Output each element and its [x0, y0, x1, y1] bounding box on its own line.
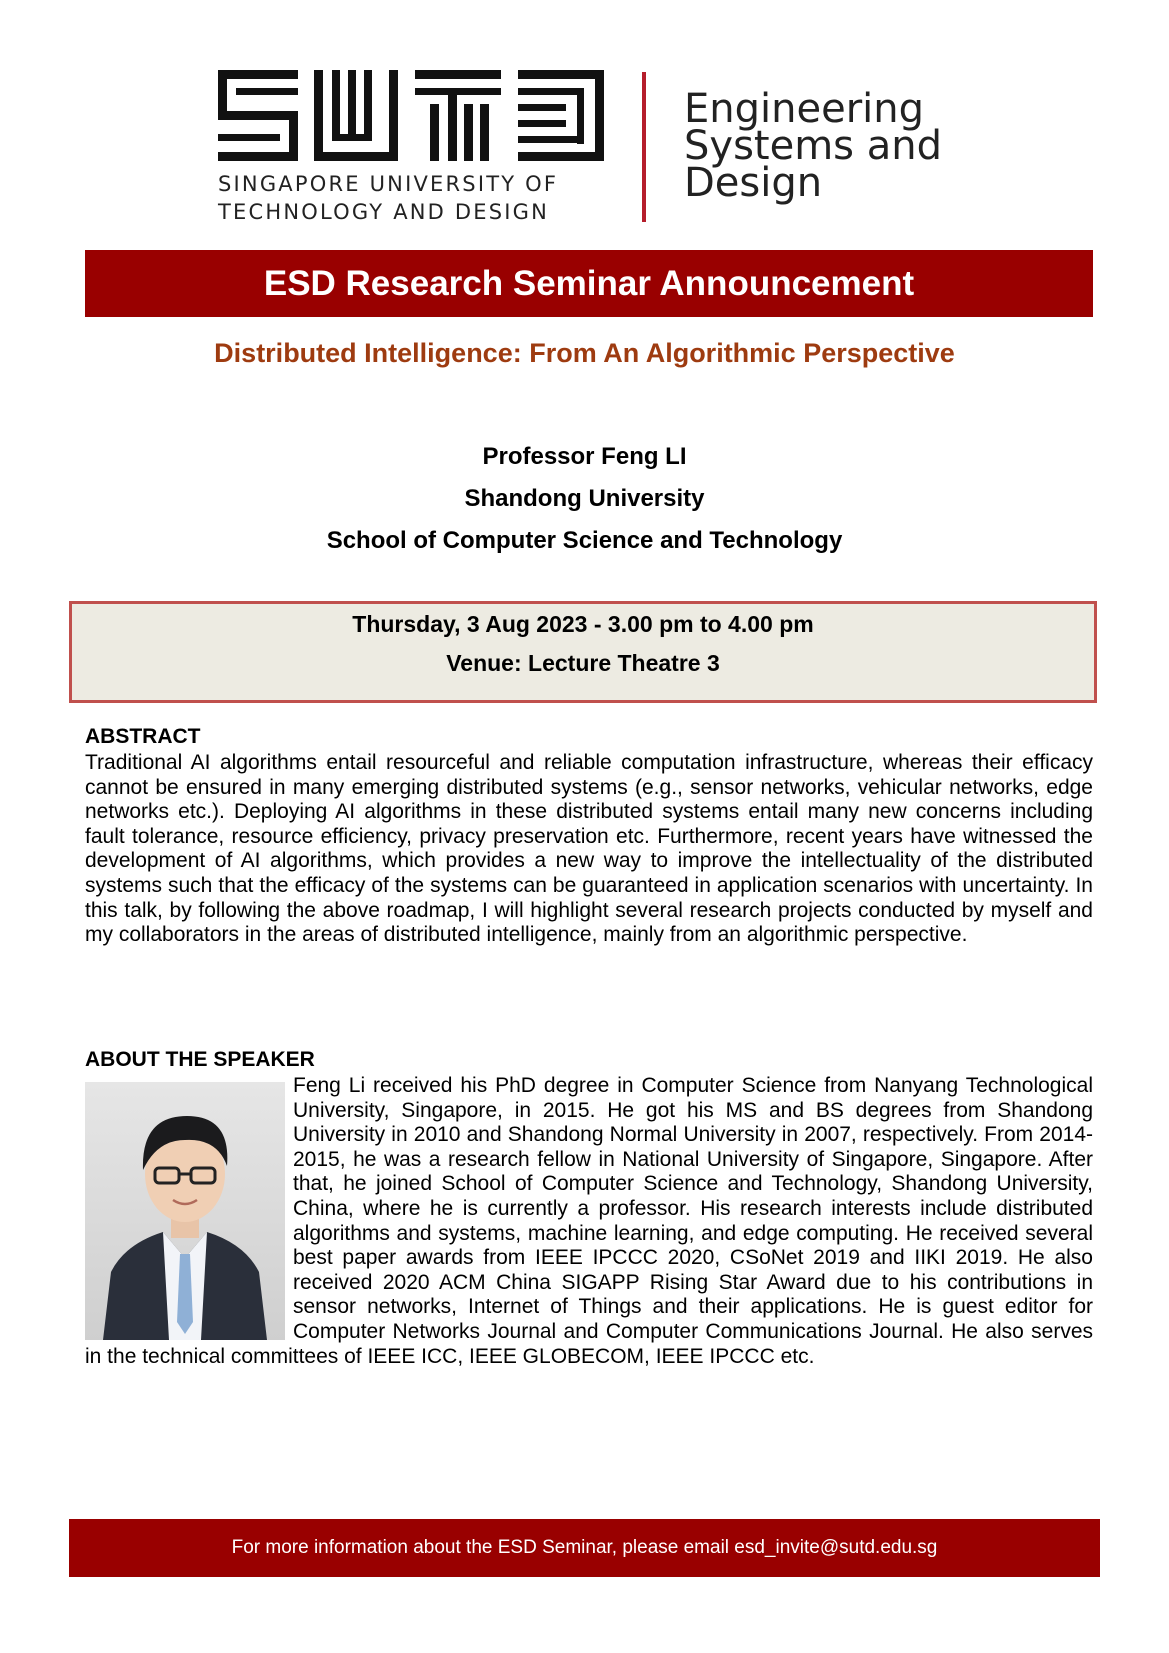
department-line2: Systems and	[684, 123, 942, 169]
department-line1: Engineering	[684, 86, 924, 132]
university-name-line1: SINGAPORE UNIVERSITY OF	[218, 172, 559, 196]
announcement-banner	[85, 250, 1093, 317]
speaker-name: Professor Feng LI	[482, 443, 687, 470]
university-name-line2: TECHNOLOGY AND DESIGN	[218, 200, 550, 224]
footer-contact-text: For more information about the ESD Seminar, please email esd_invite@sutd.edu.sg	[231, 1537, 938, 1558]
speaker-portrait-icon	[85, 1082, 285, 1340]
banner-title: ESD Research Seminar Announcement	[263, 263, 915, 303]
sutd-logo-mark-icon	[218, 70, 604, 162]
seminar-title: Distributed Intelligence: From An Algorithmic Perspective	[214, 338, 955, 368]
event-venue: Venue: Lecture Theatre 3	[446, 650, 720, 676]
speaker-bio: Feng Li received his PhD degree in Computer Science from Nanyang Technological University, Singapore, in 2015. He got his MS and BS degrees from Shandong University in 2010 and Shandong Normal University in 2007, respectively. From 2014-2015, he was a research fellow in National University of Singapore, Singapore. After that, he joined School of Computer Science and Technology, Shandong University, China, where he is currently a professor. His research interests include distributed algorithms and systems, machine learning, and edge computing. He received several best paper awards from IEEE IPCCC 2020, CSoNet 2019 and IIKI 2019. He also received 2020 ACM China SIGAPP Rising Star Award due to his contributions in sensor networks, Internet of Things and their applications. He is guest editor for Computer Networks Journal and Computer Communications Journal. He also serves in the technical committees of IEEE ICC, IEEE GLOBECOM, IEEE IPCCC etc.	[85, 1074, 1093, 1368]
abstract-text: Traditional AI algorithms entail resourceful and reliable computation infrastructure, whereas their efficacy cannot be ensured in many emerging distributed systems (e.g., sensor networks, vehicular networks, edge networks etc.). Deploying AI algorithms in these distributed systems entail many new concerns including fault tolerance, resource efficiency, privacy preservation etc. Furthermore, recent years have witnessed the development of AI algorithms, which provides a new way to improve the intellectuality of the distributed systems such that the efficacy of the systems can be guaranteed in application scenarios with uncertainty. In this talk, by following the above roadmap, I will highlight several research projects conducted by myself and my collaborators in the areas of distributed intelligence, mainly from an algorithmic perspective.	[85, 751, 1093, 947]
about-speaker-heading: ABOUT THE SPEAKER	[85, 1048, 315, 1071]
logo-divider	[642, 72, 646, 222]
footer-banner	[69, 1519, 1100, 1577]
event-datetime: Thursday, 3 Aug 2023 - 3.00 pm to 4.00 pm	[352, 611, 814, 637]
abstract-heading: ABSTRACT	[85, 725, 201, 748]
department-line3: Design	[684, 160, 823, 206]
event-details-box	[69, 601, 1097, 703]
speaker-photo	[85, 1082, 285, 1340]
speaker-school: School of Computer Science and Technology	[326, 527, 843, 554]
speaker-university: Shandong University	[464, 485, 705, 512]
